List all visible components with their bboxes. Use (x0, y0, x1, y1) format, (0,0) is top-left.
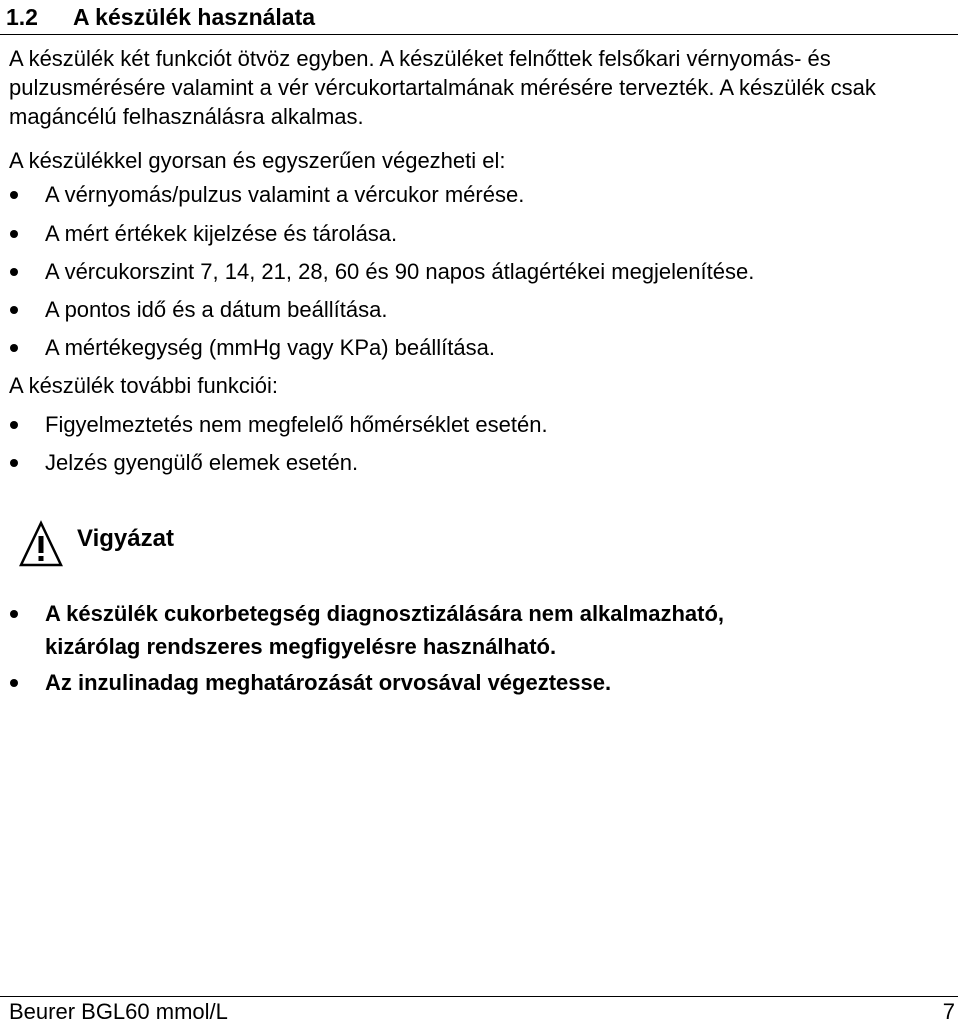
list-item: A mért értékek kijelzése és tárolása. (45, 221, 398, 246)
warning-item-line: kizárólag rendszeres megfigyelésre használható. (45, 634, 557, 659)
extra-heading: A készülék további funkciói: (9, 373, 279, 398)
warning-triangle-icon (19, 520, 63, 568)
bullet-icon (10, 610, 18, 618)
list-item: Figyelmeztetés nem megfelelő hőmérséklet esetén. (45, 412, 548, 437)
list-item: A vércukorszint 7, 14, 21, 28, 60 és 90 napos átlagértékei megjelenítése. (45, 259, 755, 284)
section-number: 1.2 (6, 4, 38, 30)
bullet-icon (10, 191, 18, 199)
list-item: Jelzés gyengülő elemek esetén. (45, 450, 359, 475)
list-item: A mértékegység (mmHg vagy KPa) beállítása. (45, 335, 495, 360)
warning-title: Vigyázat (77, 525, 174, 552)
section-heading (0, 0, 958, 35)
page-number: 7 (942, 999, 955, 1024)
list-item: A pontos idő és a dátum beállítása. (45, 297, 388, 322)
intro-paragraph: A készülék két funkciót ötvöz egyben. A készüléket felnőttek felsőkari vérnyomás- és pulzusmérésére valamint a vér vércukortartalmának mérésére tervezték. A készülék csak magáncélú felhasználásra alkalmas. (9, 46, 876, 129)
footer-divider (0, 996, 958, 997)
footer-product: Beurer BGL60 mmol/L (9, 999, 228, 1024)
warning-item-line: Az inzulinadag meghatározását orvosával végeztesse. (45, 670, 612, 695)
list-item: A vérnyomás/pulzus valamint a vércukor mérése. (45, 182, 525, 207)
bullet-icon (10, 679, 18, 687)
bullet-icon (10, 344, 18, 352)
bullet-icon (10, 230, 18, 238)
bullet-icon (10, 421, 18, 429)
bullet-icon (10, 459, 18, 467)
section-title: A készülék használata (73, 4, 316, 30)
bullet-icon (10, 268, 18, 276)
uses-heading: A készülékkel gyorsan és egyszerűen végezheti el: (9, 148, 506, 173)
bullet-icon (10, 306, 18, 314)
warning-item-line: A készülék cukorbetegség diagnosztizálására nem alkalmazható, (45, 601, 724, 626)
